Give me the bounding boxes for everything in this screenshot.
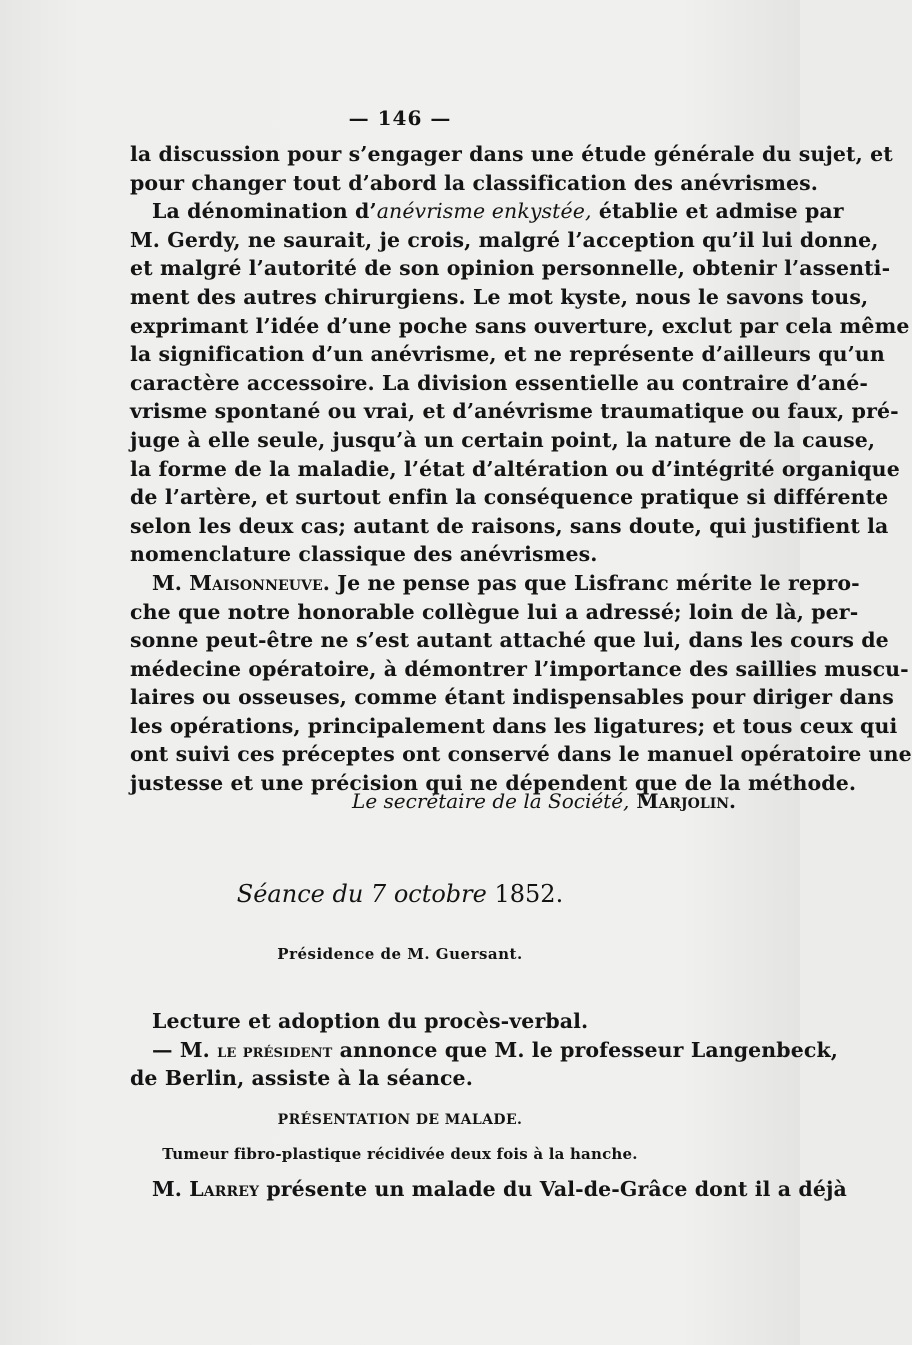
text-run: — M. [152, 1037, 210, 1062]
main-text [130, 140, 912, 798]
text-line: ont suivi ces préceptes ont conservé dans le manuel opératoire une [130, 742, 912, 767]
presidency-line: Présidence de M. Guersant. [277, 945, 523, 963]
text-line: sonne peut-être ne s’est autant attaché que lui, dans les cours de [130, 628, 889, 653]
text-line: laires ou osseuses, comme étant indispensables pour diriger dans [130, 685, 894, 710]
case-title: Tumeur fibro-plastique récidivée deux fois à la hanche. [162, 1145, 638, 1163]
text-line: nomenclature classique des anévrismes. [130, 542, 598, 567]
text-line: exprimant l’idée d’une poche sans ouverture, exclut par cela même [130, 313, 910, 338]
speaker-name: M. Larrey [152, 1177, 260, 1201]
text-line [130, 197, 844, 226]
signature-role: Le secrétaire de la Société, [352, 789, 630, 813]
text-line: la signification d’un anévrisme, et ne représente d’ailleurs qu’un [130, 342, 885, 367]
speaker-name: M. Maisonneuve. [152, 570, 331, 595]
text-run: annonce que M. le professeur Langenbeck, [339, 1037, 838, 1062]
text-line: caractère accessoire. La division essentielle au contraire d’ané- [130, 370, 869, 395]
text-line: vrisme spontané ou vrai, et d’anévrisme traumatique ou faux, pré- [130, 399, 899, 424]
text-line: les opérations, principalement dans les ligatures; et tous ceux qui [130, 713, 898, 738]
minutes-text [130, 1007, 838, 1093]
text-line: médecine opératoire, à démontrer l’importance des saillies muscu- [130, 656, 909, 681]
text-line: de l’artère, et surtout enfin la conséquence pratique si différente [130, 485, 889, 510]
text-line: justesse et une précision qui ne dépendent que de la méthode. [130, 771, 857, 796]
session-date: Séance du 7 octobre [236, 880, 487, 908]
text-line: la discussion pour s’engager dans une étude générale du sujet, et [130, 142, 893, 166]
text-line: pour changer tout d’abord la classification des anévrismes. [130, 170, 819, 195]
text-run: La dénomination d’ [152, 199, 377, 224]
secretary-signature [300, 789, 736, 813]
text-run: établie et admise par [591, 199, 844, 224]
text-run: présente un malade du Val-de-Grâce dont il a déjà [259, 1177, 847, 1201]
text-line: juge à elle seule, jusqu’à un certain point, la nature de la cause, [130, 427, 876, 452]
page-number: — 146 — [348, 106, 452, 130]
text-line: selon les deux cas; autant de raisons, sans doute, qui justifient la [130, 513, 889, 538]
text-line: et malgré l’autorité de son opinion personnelle, obtenir l’assenti- [130, 256, 891, 281]
text-line [130, 1175, 847, 1204]
text-line: che que notre honorable collègue lui a adressé; loin de là, per- [130, 599, 859, 624]
text-line: la forme de la maladie, l’état d’altération ou d’intégrité organique [130, 456, 900, 481]
presentation-heading: PRÉSENTATION DE MALADE. [277, 1112, 523, 1128]
text-line: de Berlin, assiste à la séance. [130, 1066, 473, 1091]
session-heading [0, 880, 800, 908]
session-year: 1852. [494, 880, 564, 908]
text-line [130, 569, 860, 598]
text-line: M. Gerdy, ne saurait, je crois, malgré l’acception qu’il lui donne, [130, 227, 879, 252]
text-line: ment des autres chirurgiens. Le mot kyste, nous le savons tous, [130, 284, 869, 309]
text-run: Je ne pense pas que Lisfranc mérite le repro- [330, 570, 860, 595]
text-line [130, 1036, 838, 1065]
president-title: le président [217, 1040, 333, 1062]
case-text [130, 1175, 847, 1204]
italic-term: anévrisme enkystée, [376, 199, 592, 224]
text-line: Lecture et adoption du procès-verbal. [152, 1009, 589, 1033]
signature-name: Marjolin. [636, 789, 736, 813]
